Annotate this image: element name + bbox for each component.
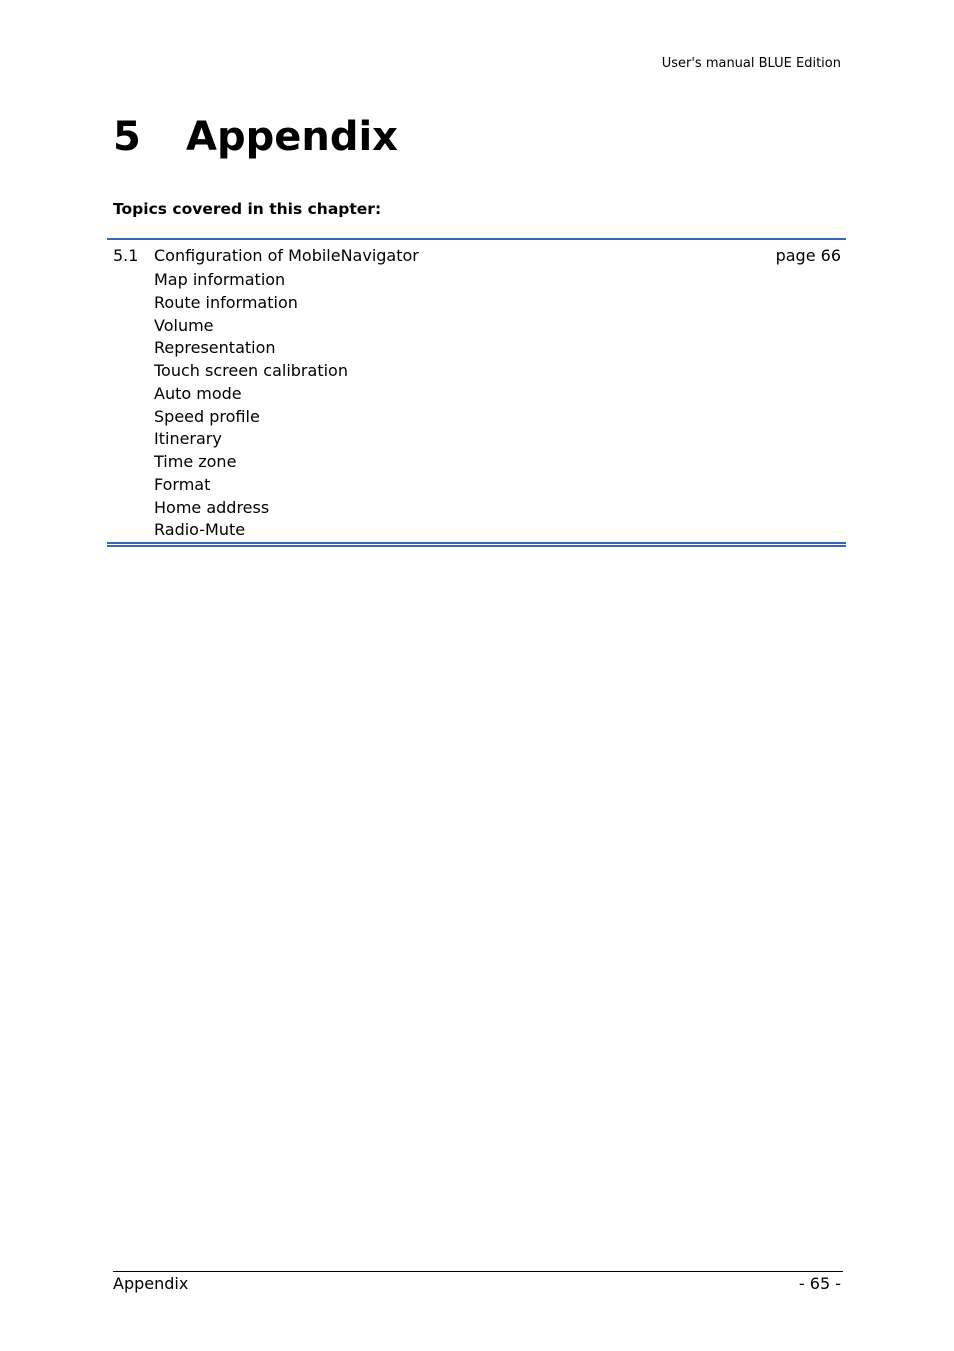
toc-subtopic-item[interactable]: Volume <box>154 315 214 335</box>
toc-subtopic-item[interactable]: Auto mode <box>154 383 242 403</box>
chapter-toc-box <box>107 238 846 547</box>
topics-heading: Topics covered in this chapter: <box>113 200 382 218</box>
footer-chapter-name: Appendix <box>113 1274 189 1293</box>
toc-subtopic-item[interactable]: Time zone <box>154 452 237 471</box>
toc-subtopic-item[interactable]: Radio-Mute <box>154 520 246 540</box>
chapter-title-text: Appendix <box>186 114 398 160</box>
chapter-title <box>113 112 398 162</box>
toc-bottom-double-rule <box>107 542 846 547</box>
toc-subtopic-item[interactable]: Map information <box>154 270 286 289</box>
toc-section-row[interactable] <box>113 244 841 268</box>
toc-subtopic-item[interactable]: Format <box>154 474 211 494</box>
toc-subtopic-item[interactable]: Home address <box>154 497 270 517</box>
page-footer <box>113 1271 843 1298</box>
toc-subtopic-list <box>154 269 348 542</box>
toc-subtopic-item[interactable]: Speed profile <box>154 406 260 426</box>
toc-subtopic-item[interactable]: Itinerary <box>154 429 222 449</box>
toc-subtopic-item[interactable]: Representation <box>154 338 276 358</box>
chapter-number: 5 <box>113 114 141 160</box>
toc-section-number: 5.1 <box>113 246 139 265</box>
toc-subtopic-item[interactable]: Route information <box>154 292 298 312</box>
toc-section-page: page 66 <box>775 246 841 265</box>
footer-page-number: - 65 - <box>798 1274 841 1293</box>
toc-subtopic-item[interactable]: Touch screen calibration <box>154 361 348 380</box>
running-header: User's manual BLUE Edition <box>661 56 841 71</box>
toc-section-title: Configuration of MobileNavigator <box>154 246 419 265</box>
